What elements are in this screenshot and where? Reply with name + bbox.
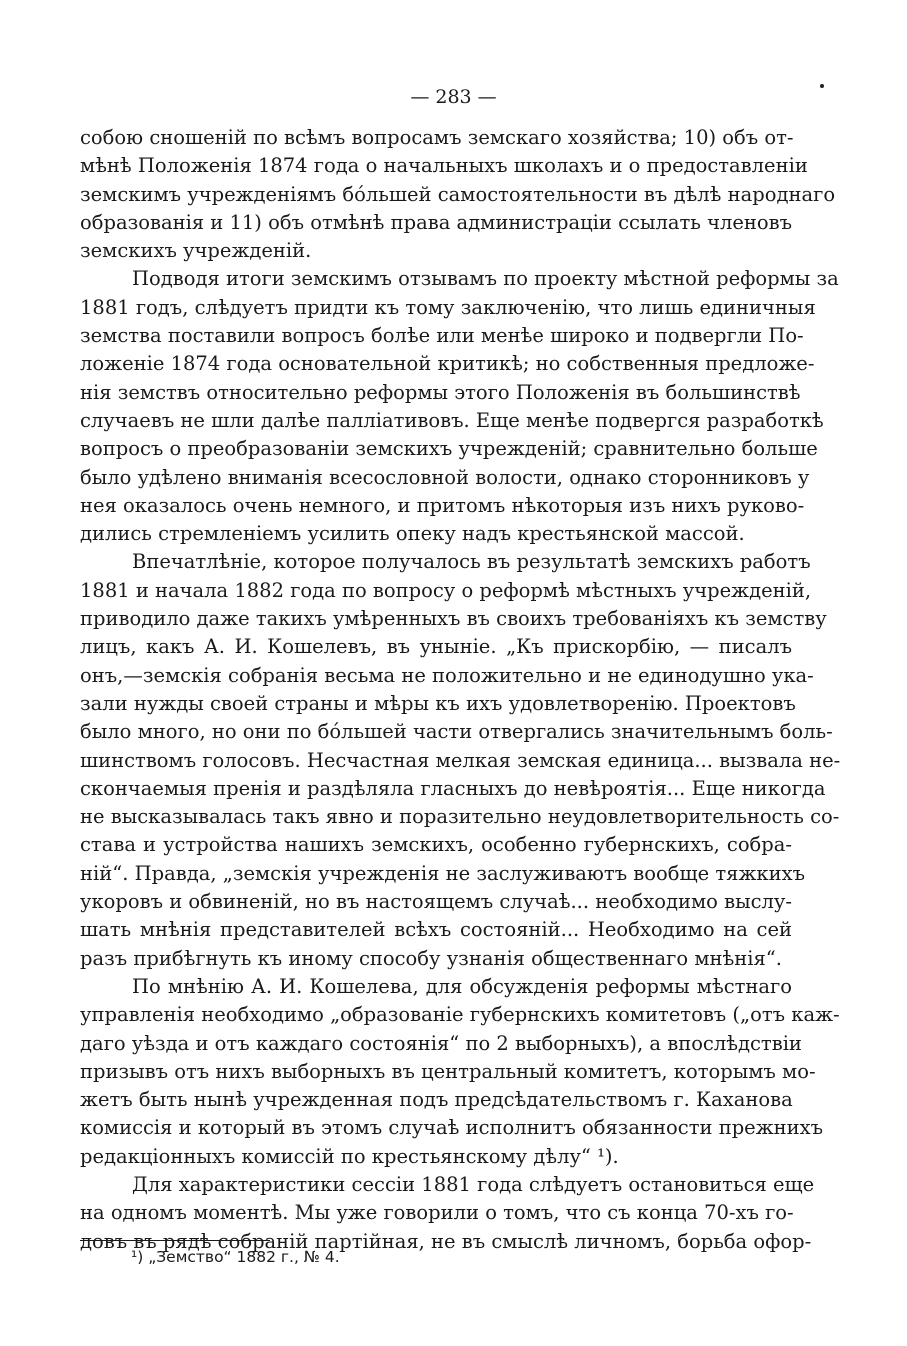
footnote: ¹) „Земство“ 1882 г., № 4. bbox=[131, 1248, 340, 1266]
text-line: даго уѣзда и отъ каждаго состоянія“ по 2 выборныхъ), а впослѣдствіи bbox=[80, 1031, 802, 1055]
text-line: собою сношеній по всѣмъ вопросамъ земскаго хозяйства; 10) объ от- bbox=[80, 126, 794, 149]
text-line: ложеніе 1874 года основательной критикѣ; но собственныя предложе- bbox=[80, 352, 815, 376]
text-line: скончаемыя пренія и раздѣляла гласныхъ до невѣроятія... Еще никогда bbox=[80, 776, 826, 800]
text-line: зали нужды своей страны и мѣры къ ихъ удовлетворенію. Проектовъ bbox=[80, 691, 796, 715]
text-line: Подводя итоги земскимъ отзывамъ по проекту мѣстной реформы за bbox=[132, 267, 839, 291]
paragraph bbox=[80, 973, 840, 1171]
text-line: было удѣлено вниманія всесословной волости, однако сторонниковъ у bbox=[80, 465, 810, 489]
page-number: — 283 — bbox=[410, 86, 497, 108]
footnote-separator bbox=[80, 1240, 270, 1241]
paragraph bbox=[80, 548, 841, 972]
text-line: лицъ, какъ А. И. Кошелевъ, въ уныніе. „Къ прискорбію, — писалъ bbox=[80, 635, 792, 659]
text-line: земства поставили вопросъ болѣе или менѣе широко и подвергли По- bbox=[80, 324, 804, 348]
text-line: случаевъ не шли далѣе палліативовъ. Еще менѣе подвергся разработкѣ bbox=[80, 408, 824, 432]
text-line: земскихъ учрежденій. bbox=[80, 239, 312, 263]
paragraph bbox=[80, 265, 839, 548]
text-line: шинствомъ голосовъ. Несчастная мелкая земская единица... вызвала не- bbox=[80, 748, 841, 772]
text-line: комиссія и который въ этомъ случаѣ исполнитъ обязанности прежнихъ bbox=[80, 1116, 824, 1140]
text-line: става и устройства нашихъ земскихъ, особенно губернскихъ, собра- bbox=[80, 833, 792, 857]
body-text bbox=[80, 124, 841, 1256]
text-line: образованія и 11) объ отмѣнѣ права администраціи ссылать членовъ bbox=[80, 210, 793, 234]
text-line: мѣнѣ Положенія 1874 года о начальныхъ школахъ и о предоставленіи bbox=[80, 154, 808, 178]
text-line: 1881 годъ, слѣдуетъ придти къ тому заключенію, что лишь единичныя bbox=[80, 295, 816, 319]
text-line: разъ прибѣгнуть къ иному способу узнанія общественнаго мнѣнія“. bbox=[80, 946, 782, 970]
paragraph bbox=[80, 1171, 815, 1256]
text-line: не высказывалась такъ явно и поразительно неудовлетворительность со- bbox=[80, 805, 840, 829]
text-line: было много, но они по бóльшей части отвергались значительнымъ боль- bbox=[80, 720, 833, 744]
text-line: управленія необходимо „образованіе губернскихъ комитетовъ („отъ каж- bbox=[80, 1003, 840, 1027]
text-line: 1881 и начала 1882 года по вопросу о реформѣ мѣстныхъ учрежденій, bbox=[80, 578, 812, 602]
text-line: призывъ отъ нихъ выборныхъ въ центральный комитетъ, которымъ мо- bbox=[80, 1059, 816, 1083]
text-line: Для характеристики сессіи 1881 года слѣдуетъ остановиться еще bbox=[132, 1172, 815, 1196]
text-line: дились стремленіемъ усилить опеку надъ крестьянской массой. bbox=[80, 522, 745, 546]
text-line: шать мнѣнія представителей всѣхъ состояній... Необходимо на сей bbox=[80, 918, 792, 942]
text-line: нія земствъ относительно реформы этого Положенія въ большинствѣ bbox=[80, 380, 801, 404]
text-line: укоровъ и обвиненій, но въ настоящемъ случаѣ... необходимо выслу- bbox=[80, 890, 792, 914]
text-line: Впечатлѣніе, которое получалось въ результатѣ земскихъ работъ bbox=[132, 550, 811, 574]
text-line: ній“. Правда, „земскія учрежденія не заслуживаютъ вообще тяжкихъ bbox=[80, 861, 805, 885]
text-line: жетъ быть нынѣ учрежденная подъ предсѣдательствомъ г. Каханова bbox=[80, 1088, 793, 1112]
text-line: онъ,—земскія собранія весьма не положительно и не единодушно ука- bbox=[80, 663, 814, 687]
text-line: на одномъ моментѣ. Мы уже говорили о томъ, что съ конца 70-хъ го- bbox=[80, 1201, 794, 1225]
text-line: нея оказалось очень немного, и притомъ нѣкоторыя изъ нихъ руково- bbox=[80, 493, 805, 517]
text-line: приводило даже такихъ умѣренныхъ въ своихъ требованіяхъ къ земству bbox=[80, 607, 827, 631]
paragraph bbox=[80, 124, 836, 265]
text-line: довъ въ рядѣ собраній партійная, не въ смыслѣ личномъ, борьба офор- bbox=[80, 1229, 812, 1253]
text-line: вопросъ о преобразованіи земскихъ учрежденій; сравнительно больше bbox=[80, 437, 818, 461]
text-line: земскимъ учрежденіямъ бóльшей самостоятельности въ дѣлѣ народнаго bbox=[80, 182, 836, 206]
text-line: По мнѣнію А. И. Кошелева, для обсужденія реформы мѣстнаго bbox=[132, 974, 792, 998]
text-line: редакціонныхъ комиссій по крестьянскому дѣлу“ ¹). bbox=[80, 1144, 619, 1168]
